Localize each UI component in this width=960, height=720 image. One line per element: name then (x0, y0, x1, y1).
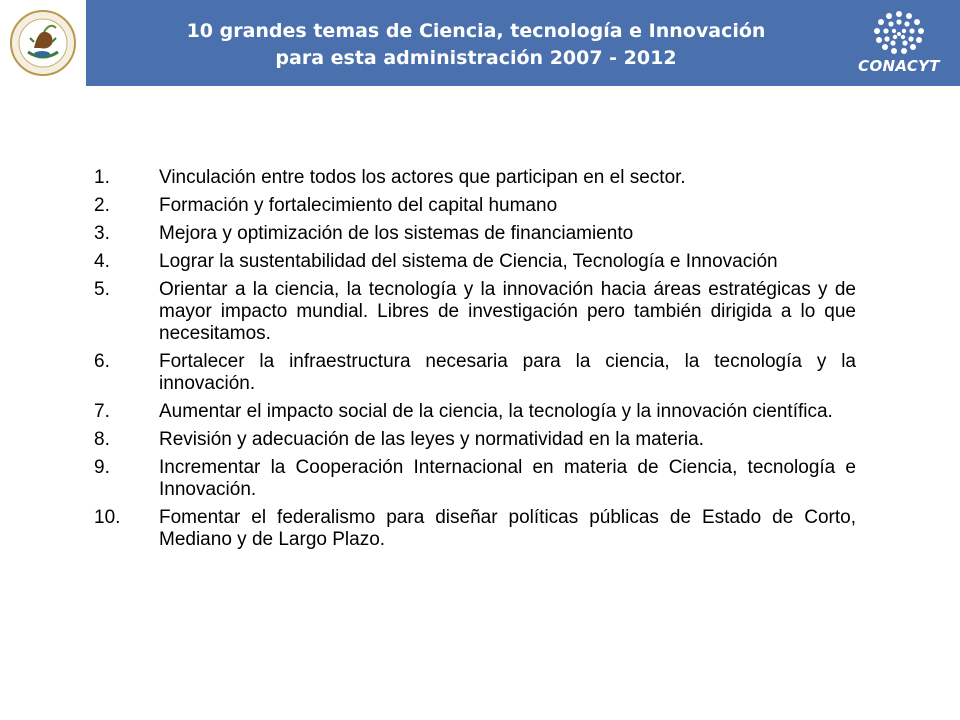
topic-item (94, 507, 856, 551)
topic-text: Fortalecer la infraestructura necesaria para la ciencia, la tecnología y la innovación. (159, 351, 856, 394)
topic-item (94, 167, 856, 189)
topic-text: Vinculación entre todos los actores que participan en el sector. (159, 167, 686, 188)
topic-text: Lograr la sustentabilidad del sistema de Ciencia, Tecnología e Innovación (159, 251, 778, 272)
topic-text: Formación y fortalecimiento del capital humano (159, 195, 558, 216)
topic-item (94, 279, 856, 345)
topic-text: Mejora y optimización de los sistemas de financiamiento (159, 223, 634, 244)
title-line-2: para esta administración 2007 - 2012 (275, 47, 677, 69)
topic-number: 10. (94, 507, 121, 528)
topics-list (94, 167, 856, 557)
topic-number: 7. (94, 401, 110, 422)
topic-item (94, 401, 856, 423)
title-band (86, 0, 960, 86)
slide-header (0, 0, 960, 86)
topic-item (94, 251, 856, 273)
dotted-globe-icon (871, 10, 927, 54)
topic-text: Orientar a la ciencia, la tecnología y la innovación hacia áreas estratégicas y de mayor impacto mundial. Libres de investigación pero también dirigida a lo que necesitamos. (159, 279, 856, 344)
eagle-seal-icon (8, 8, 78, 78)
title-line-1: 10 grandes temas de Ciencia, tecnología e Innovación (186, 20, 766, 42)
topic-text: Incrementar la Cooperación Internacional en materia de Ciencia, tecnología e Innovación. (159, 457, 856, 500)
topic-item (94, 223, 856, 245)
topic-text: Fomentar el federalismo para diseñar políticas públicas de Estado de Corto, Mediano y de Largo Plazo. (159, 507, 856, 550)
conacyt-logo (849, 10, 949, 80)
topic-number: 3. (94, 223, 110, 244)
topic-item (94, 195, 856, 217)
topic-number: 2. (94, 195, 110, 216)
topic-item (94, 351, 856, 395)
topic-text: Aumentar el impacto social de la ciencia, la tecnología y la innovación científica. (159, 401, 833, 422)
topic-number: 8. (94, 429, 110, 450)
logo-wordmark: CONACYT (858, 57, 940, 75)
topic-number: 4. (94, 251, 110, 272)
slide-title (126, 18, 826, 72)
topic-item (94, 429, 856, 451)
topic-number: 1. (94, 167, 110, 188)
topic-item (94, 457, 856, 501)
topic-number: 9. (94, 457, 110, 478)
national-seal (0, 0, 86, 86)
topic-text: Revisión y adecuación de las leyes y normatividad en la materia. (159, 429, 704, 450)
topic-number: 5. (94, 279, 110, 300)
topic-number: 6. (94, 351, 110, 372)
